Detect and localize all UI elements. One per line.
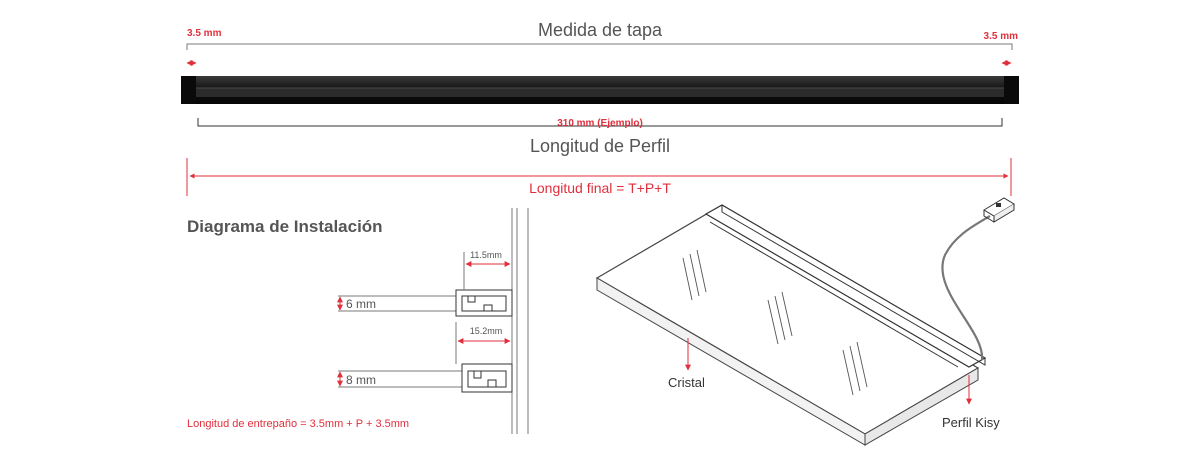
shelf-length-formula: Longitud de entrepaño = 3.5mm + P + 3.5mm [187,418,410,430]
profile-length-title: Longitud de Perfil [529,136,671,156]
example-length-label: 310 mm (Ejemplo) [557,118,643,129]
final-length-label: Longitud final = T+P+T [529,180,671,196]
profile-length-diagram [181,20,1019,196]
installation-cross-section [187,208,528,434]
isometric-shelf [597,198,1014,445]
cap-measure-bracket [187,44,1012,50]
glass-8mm-label: 8 mm [346,373,376,387]
depth-dim-top: 11.5mm [470,250,502,260]
right-end-cap [1004,76,1019,104]
cable-connector [984,198,1014,222]
profile-label: Perfil Kisy [942,415,1000,430]
depth-dim-bottom: 15.2mm [469,326,503,336]
left-end-cap [181,76,196,104]
left-cap-label: 3.5 mm [187,28,222,39]
glass-6mm-label: 6 mm [346,297,376,311]
cap-measure-title: Medida de tapa [537,20,663,40]
right-cap-label: 3.5 mm [983,31,1018,42]
profile-bar [181,76,1019,104]
glass-label: Cristal [668,375,705,390]
install-title: Diagrama de Instalación [187,217,383,236]
